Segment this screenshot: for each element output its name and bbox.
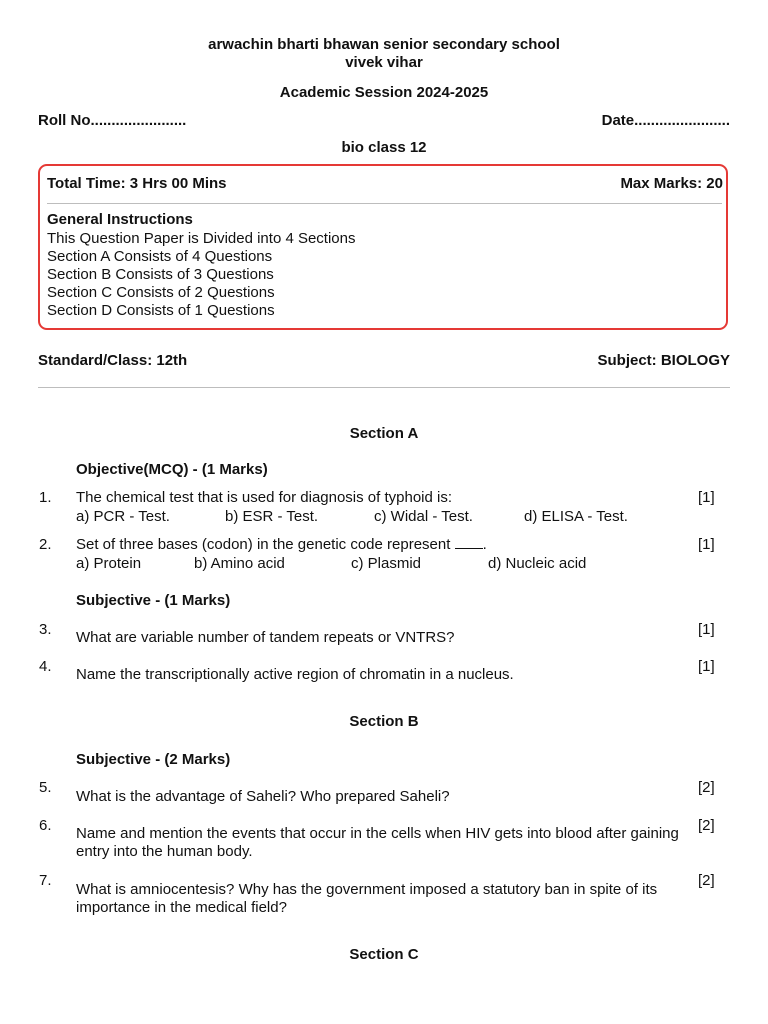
question-number: 2. [39,536,52,553]
question-number: 6. [39,817,52,834]
instructions-divider [47,203,722,204]
question-number: 3. [39,621,52,638]
mcq-option: b) ESR - Test. [225,508,319,525]
question-text: Name the transcriptionally active region of chromatin in a nucleus. [76,666,514,683]
instruction-line: Section C Consists of 2 Questions [47,284,275,301]
school-location: vivek vihar [345,54,423,71]
question-marks: [2] [698,872,715,889]
question-marks: [1] [698,536,715,553]
subject: Subject: BIOLOGY [597,352,730,369]
roll-no-field: Roll No....................... [38,112,187,129]
subjective-heading: Subjective - (1 Marks) [76,592,231,609]
fill-blank [455,536,483,549]
instructions-title: General Instructions [47,211,193,228]
question-marks: [1] [698,658,715,675]
question-text: The chemical test that is used for diagnosis of typhoid is: [76,489,453,506]
instruction-line: This Question Paper is Divided into 4 Sections [47,230,356,247]
question-text: What are variable number of tandem repeats or VNTRS? [76,629,455,646]
question-text: Name and mention the events that occur in the cells when HIV gets into blood after gaining entry into the human body. [76,825,679,860]
total-time: Total Time: 3 Hrs 00 Mins [47,175,227,192]
date-field: Date....................... [601,112,730,129]
max-marks: Max Marks: 20 [620,175,723,192]
section-a-title: Section A [349,425,419,442]
school-name: arwachin bharti bhawan senior secondary school [208,36,560,53]
question-number: 1. [39,489,52,506]
instruction-line: Section A Consists of 4 Questions [47,248,273,265]
mcq-option: a) PCR - Test. [76,508,170,525]
question-text-end: . [482,536,487,553]
mcq-option: d) Nucleic acid [488,555,587,572]
question-number: 4. [39,658,52,675]
question-marks: [2] [698,779,715,796]
standard-class: Standard/Class: 12th [38,352,188,369]
question-text: What is the advantage of Saheli? Who prepared Saheli? [76,788,450,805]
mcq-option: b) Amino acid [194,555,285,572]
mcq-option: a) Protein [76,555,142,572]
question-marks: [1] [698,489,715,506]
question-number: 5. [39,779,52,796]
mcq-option: d) ELISA - Test. [524,508,628,525]
instruction-line: Section D Consists of 1 Questions [47,302,275,319]
header-divider [38,387,730,388]
question-marks: [2] [698,817,715,834]
section-b-title: Section B [349,713,419,730]
question-marks: [1] [698,621,715,638]
mcq-option: c) Plasmid [351,555,422,572]
question-text-main: Set of three bases (codon) in the genetic code represent [76,536,451,553]
question-text [76,536,696,554]
academic-session: Academic Session 2024-2025 [279,84,489,101]
paper-title: bio class 12 [341,139,427,156]
instruction-line: Section B Consists of 3 Questions [47,266,274,283]
mcq-heading: Objective(MCQ) - (1 Marks) [76,461,268,478]
section-c-title: Section C [349,946,419,963]
instructions-box [38,164,728,330]
question-number: 7. [39,872,52,889]
mcq-option: c) Widal - Test. [374,508,473,525]
subjective-heading: Subjective - (2 Marks) [76,751,231,768]
question-text: What is amniocentesis? Why has the government imposed a statutory ban in spite of its importance in the medical field? [76,881,658,916]
